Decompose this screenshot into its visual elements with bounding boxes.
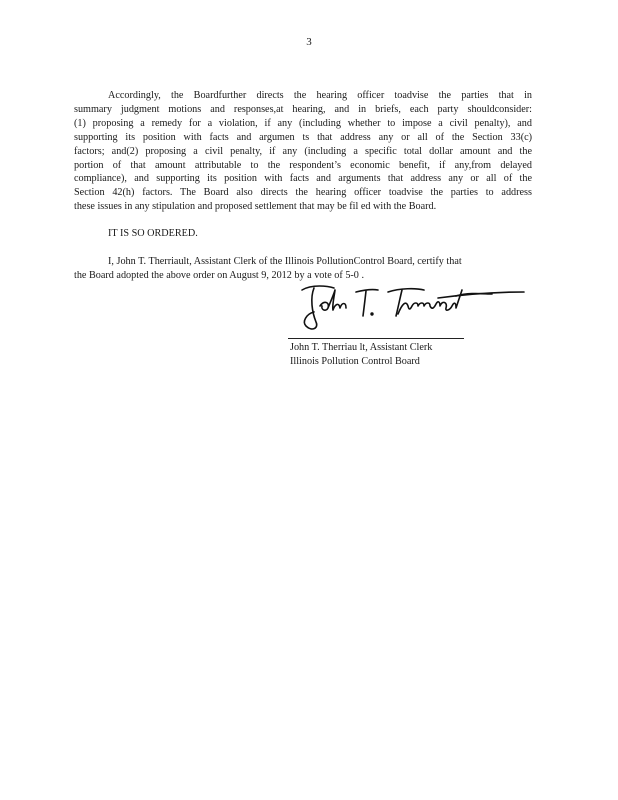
so-ordered-statement: IT IS SO ORDERED. (108, 228, 198, 239)
certification-line: the Board adopted the above order on August 9, 2012 by a vote of 5-0 . (74, 269, 364, 281)
paragraph-line: these issues in any stipulation and proposed settlement that may be fil ed with the Board. (74, 201, 437, 213)
order-paragraph (74, 89, 532, 214)
handwritten-signature (288, 278, 528, 334)
paragraph-line: compliance), and supporting its position with facts and arguments that address any or all of the (74, 173, 532, 185)
page-number: 3 (306, 36, 312, 48)
signer-organization: Illinois Pollution Control Board (290, 356, 420, 367)
paragraph-line: Section 42(h) factors. The Board also directs the hearing officer toadvise the parties to address (74, 187, 532, 199)
paragraph-line: (1) proposing a remedy for a violation, if any (including whether to impose a civil penalty), and (74, 117, 532, 129)
paragraph-line: portion of that amount attributable to the respondent’s economic benefit, if any,from delayed (74, 159, 532, 171)
paragraph-line: factors; and(2) proposing a civil penalty, if any (including a specific total dollar amount and the (74, 145, 532, 157)
signer-name-title: John T. Therriau lt, Assistant Clerk (290, 342, 433, 353)
paragraph-line: supporting its position with facts and argumen ts that address any or all of the Section 33(c) (74, 131, 532, 143)
certification-line: I, John T. Therriault, Assistant Clerk of the Illinois PollutionControl Board, certify that (108, 256, 462, 267)
signature-block (290, 341, 432, 369)
paragraph-line: summary judgment motions and responses,at hearing, and in briefs, each party shouldconsider: (74, 103, 532, 115)
paragraph-line: Accordingly, the Boardfurther directs the hearing officer toadvise the parties that in (108, 90, 532, 101)
signature-line (288, 338, 464, 339)
